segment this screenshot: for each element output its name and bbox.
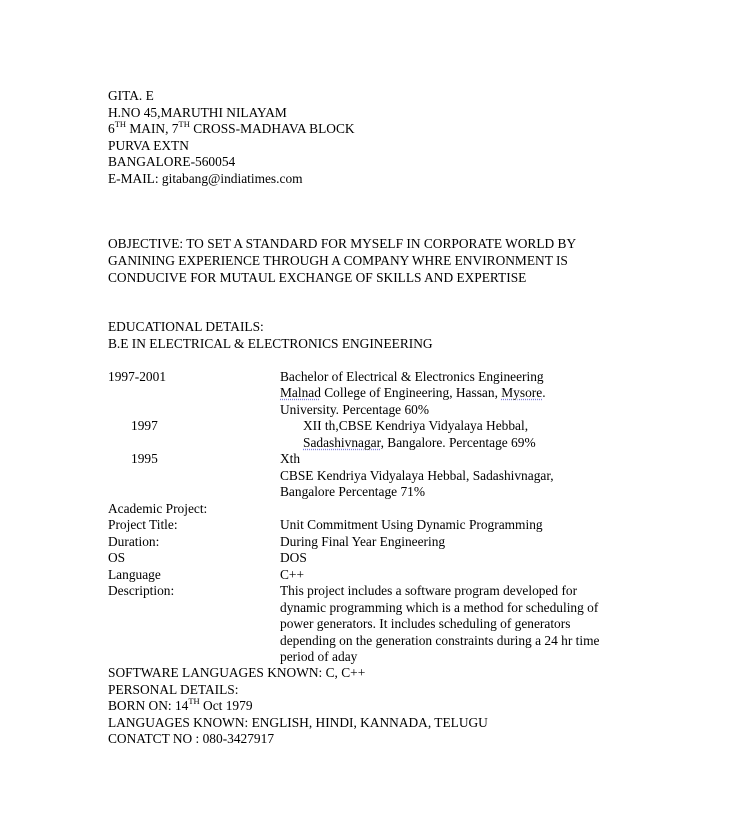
edu-1-dot: . <box>542 385 546 400</box>
born-on-sup: TH <box>188 695 200 706</box>
edu-1-line-2 <box>280 385 546 402</box>
project-duration-label: Duration: <box>108 534 160 549</box>
project-description-line-4: depending on the generation constraints during a 24 hr time <box>280 633 600 648</box>
project-description-line-5: period of aday <box>280 649 358 664</box>
project-language-value: C++ <box>280 567 305 582</box>
addr2-part-b: MAIN, 7 <box>126 121 179 136</box>
objective-line-3: CONDUCIVE FOR MUTAUL EXCHANGE OF SKILLS AND EXPERTISE <box>108 270 527 285</box>
edu-year-3: 1995 <box>131 451 158 466</box>
edu-1-line-1: Bachelor of Electrical & Electronics Engineering <box>280 369 544 384</box>
edu-2-line-2 <box>303 435 536 452</box>
software-languages: SOFTWARE LANGUAGES KNOWN: C, C++ <box>108 665 366 680</box>
objective-line-2: GANINING EXPERIENCE THROUGH A COMPANY WHRE ENVIRONMENT IS <box>108 253 568 268</box>
addr2-part-a: 6 <box>108 121 115 136</box>
project-heading: Academic Project: <box>108 501 208 516</box>
edu-1-line-3: University. Percentage 60% <box>280 402 429 417</box>
project-title-value: Unit Commitment Using Dynamic Programming <box>280 517 543 532</box>
addr2-sup-a: TH <box>114 118 127 129</box>
address-line-2 <box>108 118 355 138</box>
born-on <box>108 695 253 715</box>
edu-2-area: Sadashivnagar <box>303 435 381 450</box>
edu-3-line-1: Xth <box>280 451 301 466</box>
born-on-b: Oct 1979 <box>199 698 253 713</box>
project-os-value: DOS <box>280 550 307 565</box>
personal-heading: PERSONAL DETAILS: <box>108 682 239 697</box>
contact-number: CONATCT NO : 080-3427917 <box>108 731 275 746</box>
email-line: E-MAIL: gitabang@indiatimes.com <box>108 171 303 186</box>
project-language-label: Language <box>108 567 161 582</box>
edu-2-rest: , Bangalore. Percentage 69% <box>380 435 536 450</box>
project-description-line-3: power generators. It includes scheduling of generators <box>280 616 571 631</box>
addr2-sup-b: TH <box>178 118 190 129</box>
project-duration-value: During Final Year Engineering <box>280 534 446 549</box>
address-line-3: PURVA EXTN <box>108 138 189 153</box>
project-os-label: OS <box>108 550 126 565</box>
edu-2-line-1: XII th,CBSE Kendriya Vidyalaya Hebbal, <box>303 418 529 433</box>
project-description-line-1: This project includes a software program developed for <box>280 583 578 598</box>
address-line-4: BANGALORE-560054 <box>108 154 236 169</box>
project-description-label: Description: <box>108 583 175 598</box>
languages-known: LANGUAGES KNOWN: ENGLISH, HINDI, KANNADA, TELUGU <box>108 715 488 730</box>
project-title-label: Project Title: <box>108 517 178 532</box>
address-line-1: H.NO 45,MARUTHI NILAYAM <box>108 105 287 120</box>
edu-3-line-3: Bangalore Percentage 71% <box>280 484 426 499</box>
edu-3-line-2: CBSE Kendriya Vidyalaya Hebbal, Sadashivnagar, <box>280 468 554 483</box>
project-description-line-2: dynamic programming which is a method for scheduling of <box>280 600 599 615</box>
education-degree: B.E IN ELECTRICAL & ELECTRONICS ENGINEERING <box>108 336 433 351</box>
candidate-name: GITA. E <box>108 88 154 103</box>
edu-1-college-rest: College of Engineering, Hassan, <box>320 385 502 400</box>
addr2-part-c: CROSS-MADHAVA BLOCK <box>189 121 355 136</box>
edu-year-1: 1997-2001 <box>108 369 167 384</box>
edu-1-college-name: Malnad <box>280 385 321 400</box>
education-heading: EDUCATIONAL DETAILS: <box>108 319 264 334</box>
edu-1-city: Mysore <box>501 385 543 400</box>
edu-year-2: 1997 <box>131 418 158 433</box>
born-on-a: BORN ON: 14 <box>108 698 189 713</box>
objective-line-1: OBJECTIVE: TO SET A STANDARD FOR MYSELF IN CORPORATE WORLD BY <box>108 236 577 251</box>
